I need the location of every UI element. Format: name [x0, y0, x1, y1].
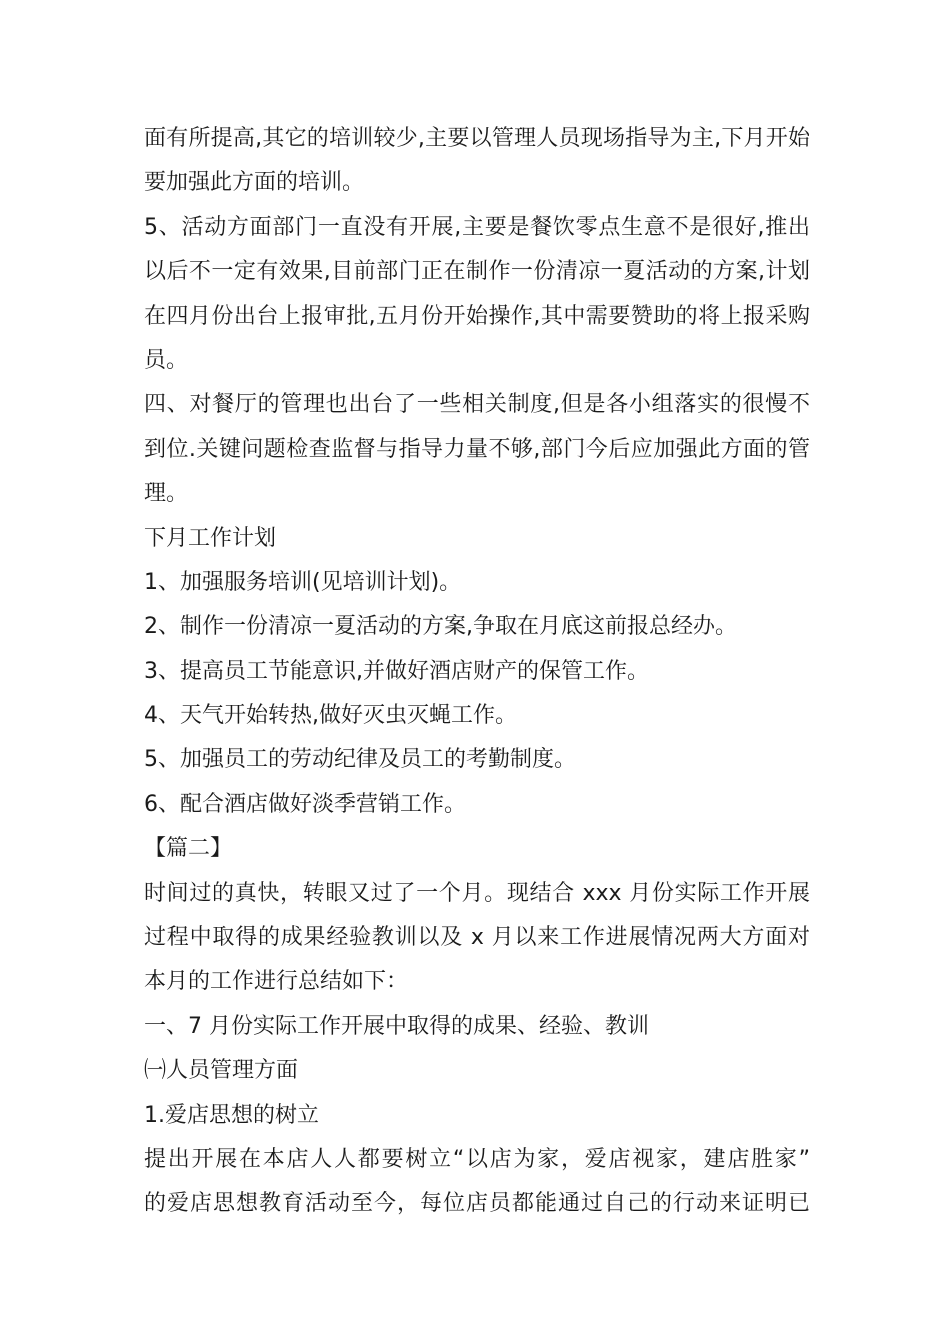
text-line: 四、对餐厅的管理也出台了一些相关制度,但是各小组落实的很慢不 — [144, 392, 810, 418]
list-item: 6、配合酒店做好淡季营销工作。 — [144, 791, 466, 817]
text-line: 本月的工作进行总结如下： — [144, 969, 409, 995]
list-item: 3、提高员工节能意识,并做好酒店财产的保管工作。 — [144, 658, 649, 684]
text-line: 5、活动方面部门一直没有开展,主要是餐饮零点生意不是很好,推出 — [144, 214, 810, 240]
text-line: 在四月份出台上报审批,五月份开始操作,其中需要赞助的将上报采购 — [144, 303, 810, 329]
section-heading: ㈠人员管理方面 — [144, 1058, 299, 1084]
text-line: 时间过的真快，转眼又过了一个月。现结合 xxx 月份实际工作开展 — [144, 880, 810, 906]
document-body — [144, 117, 810, 1227]
section-heading: 1.爱店思想的树立 — [144, 1102, 319, 1128]
text-line: 到位.关键问题检查监督与指导力量不够,部门今后应加强此方面的管 — [144, 436, 810, 462]
text-line: 的爱店思想教育活动至今，每位店员都能通过自己的行动来证明已 — [144, 1191, 810, 1217]
section-heading: 【篇二】 — [144, 836, 233, 862]
text-line: 理。 — [144, 481, 189, 507]
section-heading: 一、7 月份实际工作开展中取得的成果、经验、教训 — [144, 1013, 649, 1039]
section-heading: 下月工作计划 — [144, 525, 277, 551]
text-line: 过程中取得的成果经验教训以及 x 月以来工作进展情况两大方面对 — [144, 925, 810, 951]
list-item: 2、制作一份清凉一夏活动的方案,争取在月底这前报总经办。 — [144, 614, 737, 640]
text-line: 以后不一定有效果,目前部门正在制作一份清凉一夏活动的方案,计划 — [144, 259, 810, 285]
text-line: 提出开展在本店人人都要树立“以店为家，爱店视家，建店胜家” — [144, 1146, 810, 1172]
list-item: 1、加强服务培训(见培训计划)。 — [144, 569, 462, 595]
text-line: 面有所提高,其它的培训较少,主要以管理人员现场指导为主,下月开始 — [144, 126, 810, 151]
text-line: 员。 — [144, 347, 189, 373]
list-item: 4、天气开始转热,做好灭虫灭蝇工作。 — [144, 703, 517, 729]
text-line: 要加强此方面的培训。 — [144, 170, 365, 196]
list-item: 5、加强员工的劳动纪律及员工的考勤制度。 — [144, 747, 576, 773]
